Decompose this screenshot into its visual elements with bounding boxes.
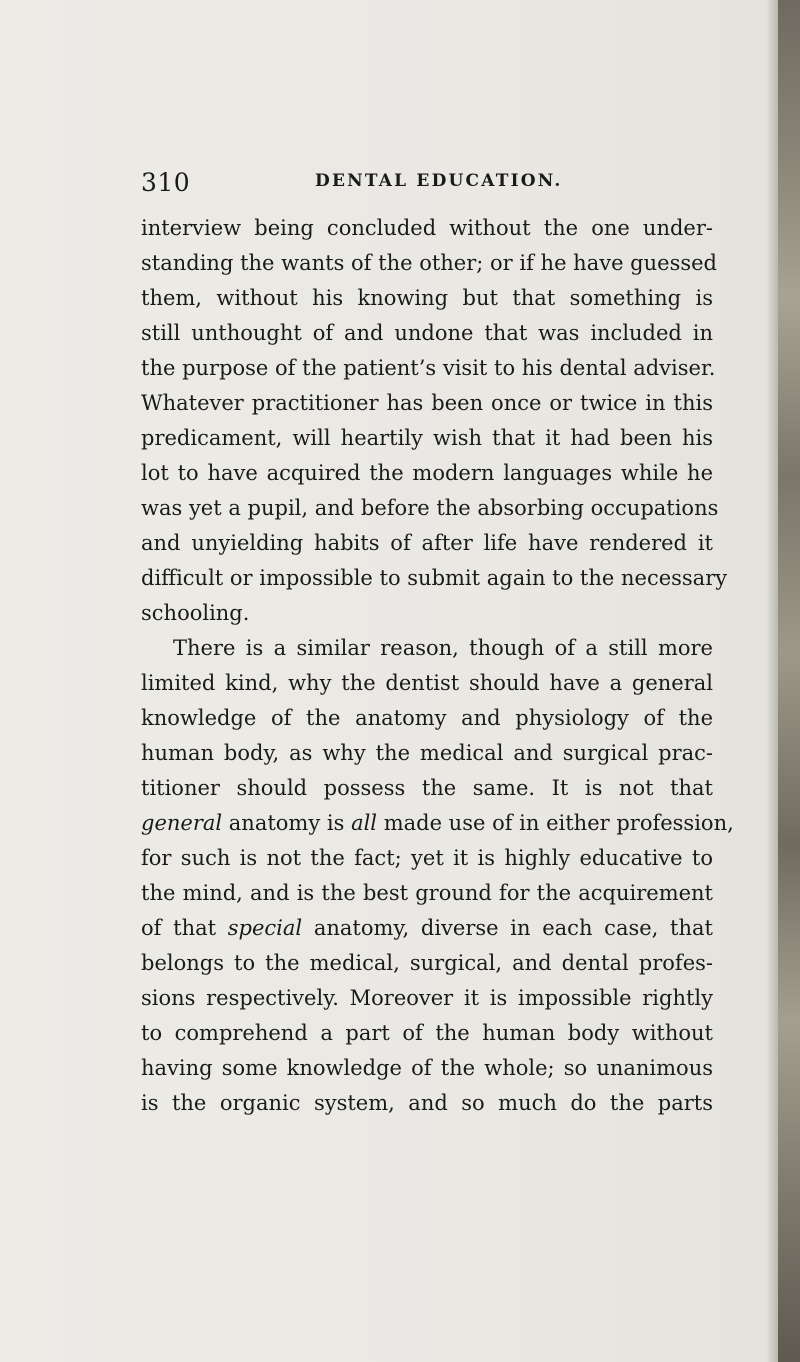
text-line: belongs to the medical, surgical, and dental profes-: [141, 951, 713, 975]
text-line: the purpose of the patient’s visit to his dental adviser.: [141, 356, 716, 380]
text-line: the mind, and is the best ground for the acquirement: [141, 881, 713, 905]
text-line: standing the wants of the other; or if he have guessed: [141, 251, 718, 275]
page-gutter-shadow: [766, 0, 778, 1362]
text-line: was yet a pupil, and before the absorbing occupations: [141, 496, 719, 520]
text-line: and unyielding habits of after life have rendered it: [141, 531, 713, 555]
running-head: DENTAL EDUCATION.: [315, 171, 563, 191]
text-line: knowledge of the anatomy and physiology of the: [141, 706, 713, 730]
text-line: schooling.: [141, 601, 250, 625]
body-text: [141, 211, 734, 1121]
text-fragment: made use of in either profession,: [377, 811, 734, 835]
text-line: predicament, will heartily wish that it had been his: [141, 426, 713, 450]
page-edge: [778, 0, 800, 1362]
text-fragment: anatomy, diverse in each case, that: [302, 916, 713, 940]
italic-word: general: [141, 811, 223, 835]
text-line: human body, as why the medical and surgical prac-: [141, 741, 713, 765]
paragraph-start-line: There is a similar reason, though of a still more: [173, 636, 713, 660]
text-line: titioner should possess the same. It is not that: [141, 776, 713, 800]
italic-word: special: [227, 916, 303, 940]
page-number: 310: [141, 168, 191, 197]
text-line: to comprehend a part of the human body without: [141, 1021, 713, 1045]
text-fragment: anatomy is: [222, 811, 352, 835]
italic-word: all: [351, 811, 378, 835]
text-line-with-italics: [141, 806, 734, 841]
text-line: for such is not the fact; yet it is highly educative to: [141, 846, 713, 870]
text-line: Whatever practitioner has been once or twice in this: [141, 391, 713, 415]
text-line: interview being concluded without the one under-: [141, 216, 713, 240]
text-line: lot to have acquired the modern languages while he: [141, 461, 713, 485]
text-line: having some knowledge of the whole; so unanimous: [141, 1056, 713, 1080]
text-fragment: of that: [141, 916, 228, 940]
text-line: limited kind, why the dentist should have a general: [141, 671, 713, 695]
text-line: is the organic system, and so much do the parts: [141, 1091, 713, 1115]
text-line: sions respectively. Moreover it is impossible rightly: [141, 986, 713, 1010]
text-line: them, without his knowing but that something is: [141, 286, 713, 310]
text-line: difficult or impossible to submit again to the necessary: [141, 566, 728, 590]
text-line-with-italics: [141, 911, 713, 946]
text-line: still unthought of and undone that was included in: [141, 321, 713, 345]
page-header: [141, 168, 721, 198]
